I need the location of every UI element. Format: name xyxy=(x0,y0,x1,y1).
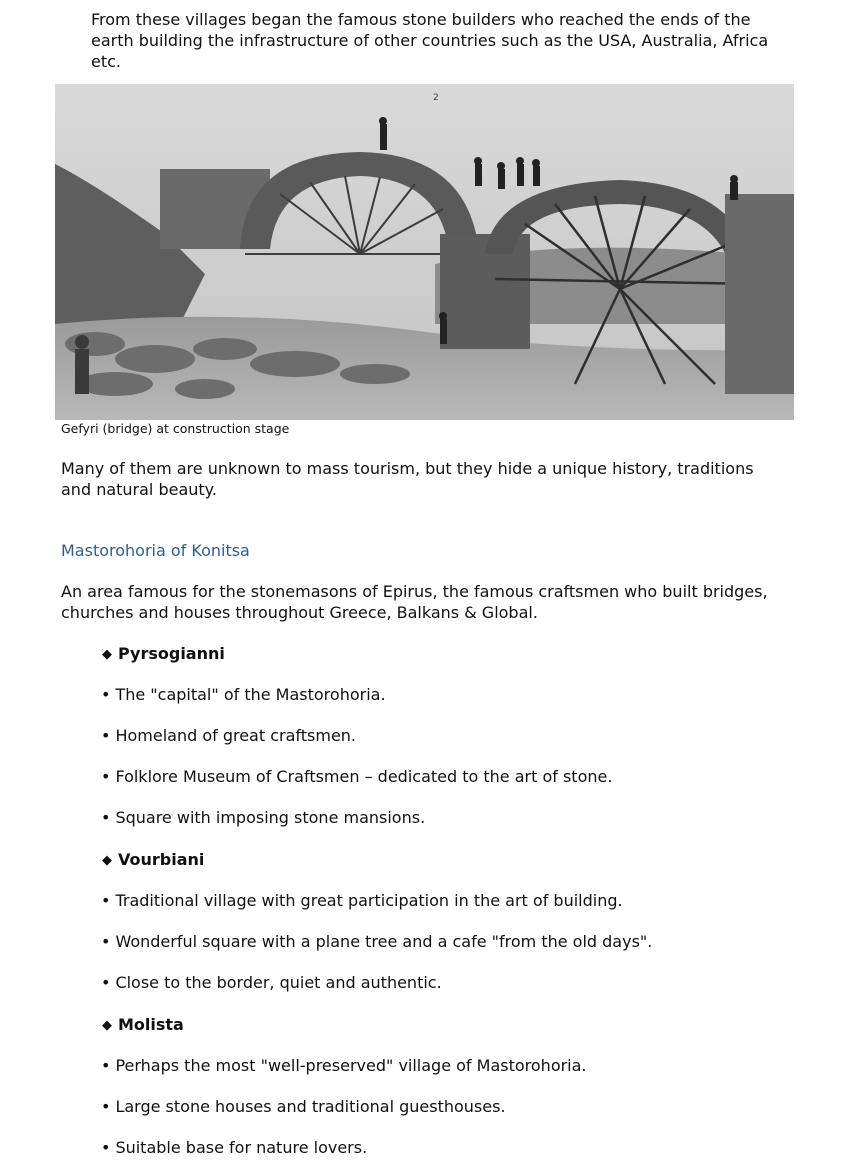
village-heading xyxy=(102,643,225,666)
diamond-icon: ◆ xyxy=(102,647,112,662)
bullet-icon: • xyxy=(101,808,111,827)
list-item: • Close to the border, quiet and authentic. xyxy=(101,973,442,992)
bullet-icon: • xyxy=(101,973,111,992)
tourism-paragraph: Many of them are unknown to mass tourism, but they hide a unique history, traditions and natural beauty. xyxy=(61,459,754,499)
village-heading xyxy=(102,849,204,872)
village-name: Vourbiani xyxy=(118,850,205,869)
diamond-icon: ◆ xyxy=(102,1018,112,1033)
list-item: • Square with imposing stone mansions. xyxy=(101,808,426,827)
list-item: • Suitable base for nature lovers. xyxy=(101,1138,368,1157)
bullet-icon: • xyxy=(101,891,111,910)
village-name: Pyrsogianni xyxy=(118,644,225,663)
list-item: • Wonderful square with a plane tree and a cafe "from the old days". xyxy=(101,932,653,951)
list-item: • Large stone houses and traditional guesthouses. xyxy=(101,1097,506,1116)
photo-caption: Gefyri (bridge) at construction stage xyxy=(61,421,290,436)
bullet-icon: • xyxy=(101,1097,111,1116)
list-item: • Traditional village with great participation in the art of building. xyxy=(101,891,623,910)
bridge-construction-photo xyxy=(55,84,794,420)
bullet-icon: • xyxy=(101,767,111,786)
photo-page-mark: 2 xyxy=(433,93,439,103)
intro-paragraph: From these villages began the famous stone builders who reached the ends of the earth building the infrastructure of other countries such as the USA, Australia, Africa etc. xyxy=(91,10,769,71)
bridge-illustration xyxy=(55,84,794,420)
village-heading xyxy=(102,1014,184,1037)
list-item: • Folklore Museum of Craftsmen – dedicated to the art of stone. xyxy=(101,767,613,786)
bullet-icon: • xyxy=(101,726,111,745)
list-item: • The "capital" of the Mastorohoria. xyxy=(101,685,386,704)
list-item: • Homeland of great craftsmen. xyxy=(101,726,357,745)
bullet-icon: • xyxy=(101,1056,111,1075)
section-description: An area famous for the stonemasons of Epirus, the famous craftsmen who built bridges, churches and houses throughout Greece, Balkans & Global. xyxy=(61,582,768,622)
bullet-icon: • xyxy=(101,685,111,704)
section-title: Mastorohoria of Konitsa xyxy=(61,541,250,560)
village-name: Molista xyxy=(118,1015,184,1034)
bullet-icon: • xyxy=(101,1138,111,1157)
list-item: • Perhaps the most "well-preserved" village of Mastorohoria. xyxy=(101,1056,587,1075)
bullet-icon: • xyxy=(101,932,111,951)
diamond-icon: ◆ xyxy=(102,853,112,868)
